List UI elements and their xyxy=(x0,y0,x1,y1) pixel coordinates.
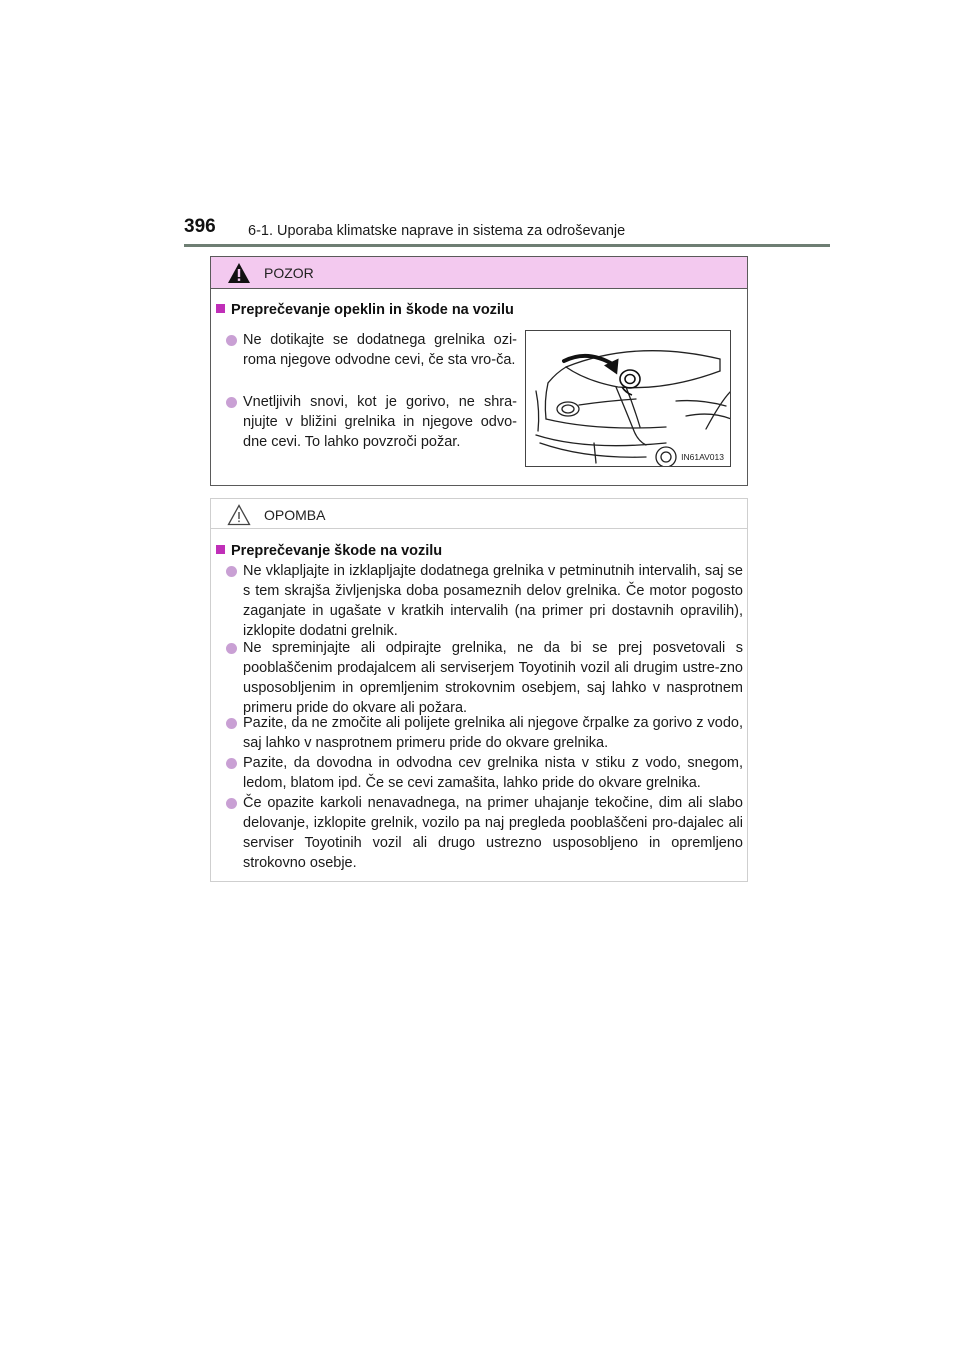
heater-illustration xyxy=(525,330,731,467)
bullet-dot xyxy=(226,798,237,809)
bullet-dot xyxy=(226,335,237,346)
pozor-label: POZOR xyxy=(264,265,314,281)
warning-icon xyxy=(227,262,251,284)
opomba-bullet: Če opazite karkoli nenavadnega, na primer uhajanje tekočine, dim ali slabo delovanje, izklopite grelnik, vozilo pa naj pregleda pooblaščeni pro-dajalec ali serviser Toyotinih vozil ali drugo ustrezno usposobljeno in opremljeno strokovno osebje. xyxy=(226,793,743,873)
pozor-bullet: Vnetljivih snovi, kot je gorivo, ne shra-njujte v bližini grelnika in njegove odvo-dne cevi. To lahko povzroči požar. xyxy=(226,392,517,452)
bullet-dot xyxy=(226,566,237,577)
pozor-header xyxy=(211,257,747,289)
page-header xyxy=(184,214,830,250)
car-front-drawing xyxy=(526,331,731,467)
page-number: 396 xyxy=(184,216,216,237)
opomba-subheading: Preprečevanje škode na vozilu xyxy=(216,543,442,559)
figure-code: IN61AV013 xyxy=(681,452,724,462)
opomba-bullet: Ne vklapljajte in izklapljajte dodatnega grelnika v petminutnih intervalih, saj se s tem skrajša življenjska doba posameznih delov grelnika. Če motor pogosto zaganjate in ugašate v kratkih intervalih (na primer pri dostavnih opravilih), izklopite dodatni grelnik. xyxy=(226,561,743,641)
opomba-label: OPOMBA xyxy=(264,507,326,523)
section-title: 6-1. Uporaba klimatske naprave in sistema za odroševanje xyxy=(248,223,626,239)
opomba-header xyxy=(211,499,747,529)
square-marker xyxy=(216,304,225,313)
bullet-dot xyxy=(226,758,237,769)
caution-outline-icon xyxy=(227,504,251,526)
opomba-bullet: Ne spreminjajte ali odpirajte grelnika, ne da bi se prej posvetovali s pooblaščenim prodajalcem ali serviserjem Toyotinih vozil ali drugim ustre-zno usposobljenim in opremljenim strokovnim osebjem, saj lahko v nasprotnem primeru pride do okvare ali požara. xyxy=(226,638,743,718)
square-marker xyxy=(216,545,225,554)
opomba-bullet: Pazite, da dovodna in odvodna cev grelnika nista v stiku z vodo, snegom, ledom, blatom ipd. Če se cevi zamašita, lahko pride do okvare grelnika. xyxy=(226,753,743,793)
pozor-subheading: Preprečevanje opeklin in škode na vozilu xyxy=(216,302,514,318)
bullet-dot xyxy=(226,643,237,654)
pozor-bullet: Ne dotikajte se dodatnega grelnika ozi-roma njegove odvodne cevi, če sta vro-ča. xyxy=(226,330,517,370)
opomba-bullet: Pazite, da ne zmočite ali polijete grelnika ali njegove črpalke za gorivo z vodo, saj lahko v nasprotnem primeru pride do okvare grelnika. xyxy=(226,713,743,753)
bullet-dot xyxy=(226,718,237,729)
bullet-dot xyxy=(226,397,237,408)
header-rule xyxy=(184,244,830,247)
